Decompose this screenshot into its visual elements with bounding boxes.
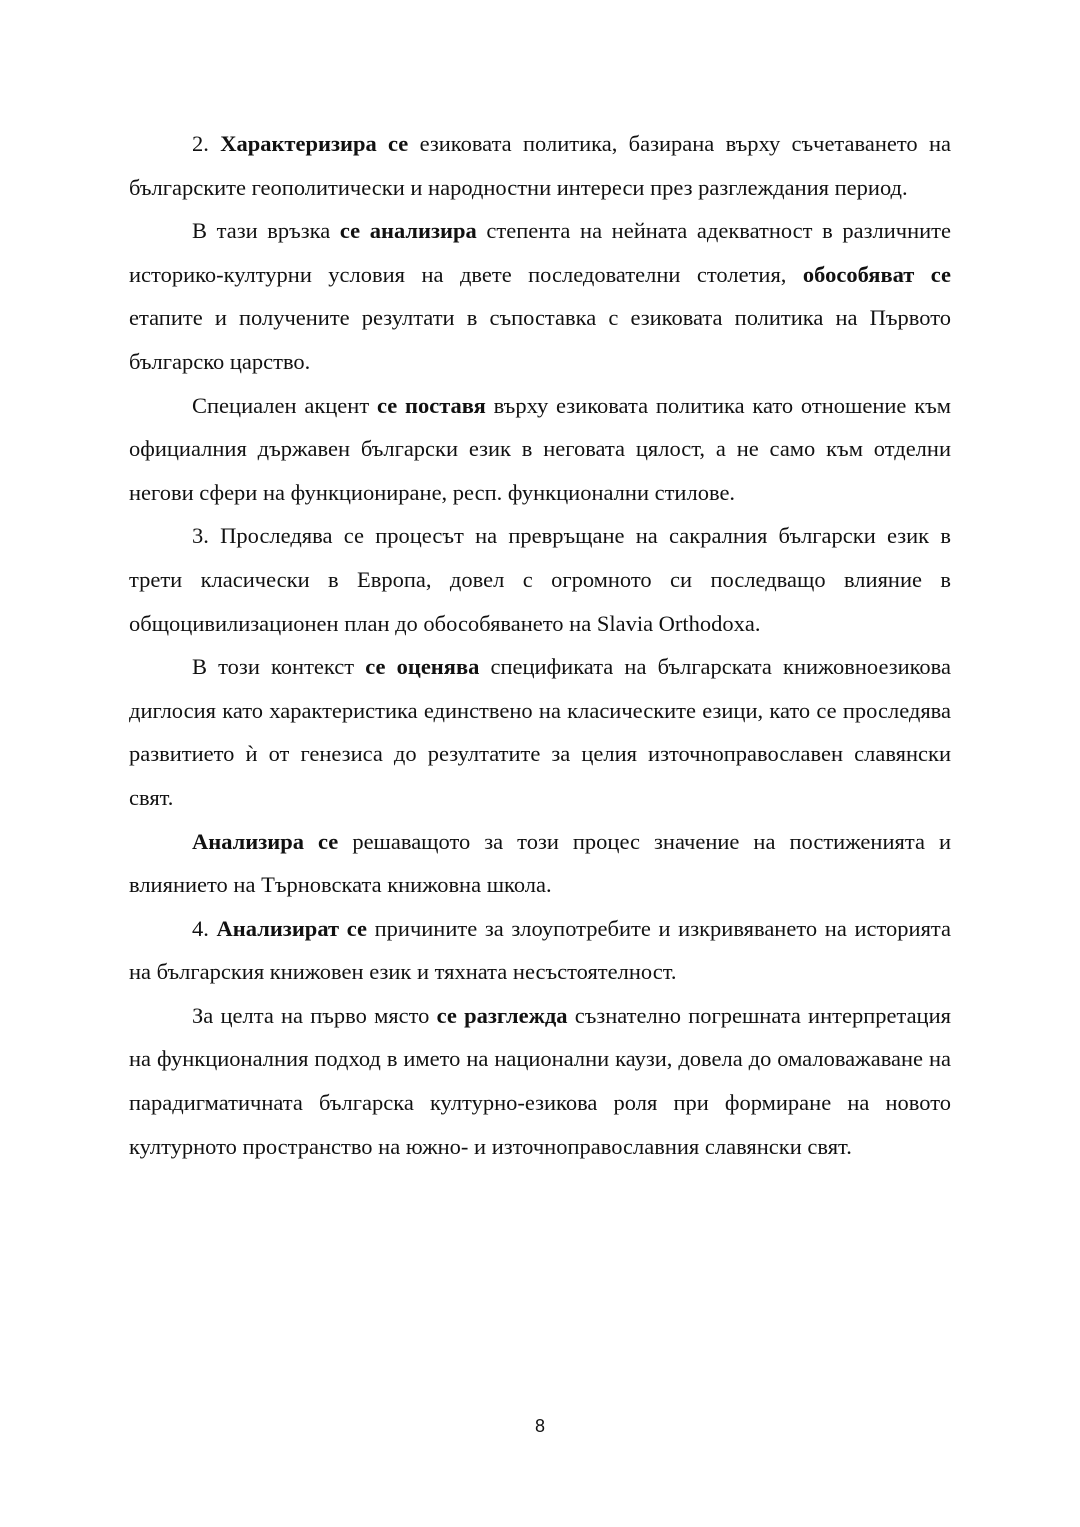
para-functional-approach bbox=[129, 994, 951, 1168]
bold-phrase: Анализират се bbox=[216, 915, 367, 941]
text-segment: В този контекст bbox=[192, 654, 366, 680]
bold-phrase: се разглежда bbox=[436, 1002, 568, 1028]
bold-phrase: Анализира се bbox=[192, 828, 339, 854]
text-segment: В тази връзка bbox=[192, 218, 340, 244]
page-number: 8 bbox=[534, 1416, 545, 1436]
text-segment: езиковата политика, базирана върху съчетаването на българските геополитически и народностни интереси през разглеждания период. bbox=[129, 131, 952, 200]
text-segment: 2. bbox=[192, 131, 221, 156]
text-segment: причините за злоупотребите и изкривяването на историята на българския книжовен език и тяхната несъстоятелност. bbox=[129, 915, 952, 985]
bold-phrase: се поставя bbox=[376, 392, 486, 418]
para-item-4 bbox=[129, 907, 951, 994]
para-tarnovo-school bbox=[129, 820, 951, 907]
text-segment: 3. Проследява се процесът на превръщане на сакралния български език в трети класически в Европа, довел с огромното си последващо влияние в общоцивилизационен план до обособяването на Slavia Orthodoxa. bbox=[129, 523, 951, 636]
text-segment: спецификата на българската книжовноезикова диглосия като характеристика единствено на класическите езици, като се проследява развитието ѝ от генезиса до резултатите за целия източноправославен славянски свят. bbox=[129, 654, 951, 810]
text-segment: За целта на първо място bbox=[192, 1002, 437, 1028]
bold-phrase: Характеризира се bbox=[220, 131, 409, 156]
para-item-3 bbox=[129, 514, 951, 645]
text-segment: решаващото за този процес значение на постиженията и влиянието на Търновската книжовна школа. bbox=[129, 828, 952, 898]
para-item-2 bbox=[129, 122, 951, 209]
text-segment: върху езиковата политика като отношение към официалния държавен български език в неговата цялост, а не само към отделни негови сфери на функциониране, респ. функционални стилове. bbox=[129, 392, 951, 505]
para-special-accent bbox=[129, 384, 951, 515]
text-segment: степента на нейната адекватност в различните историко-културни условия на двете последователни столетия, bbox=[129, 218, 951, 287]
text-segment: 4. bbox=[192, 915, 217, 941]
text-segment: етапите и получените резултати в съпоставка с езиковата политика на Първото българско царство. bbox=[129, 305, 951, 374]
bold-phrase: се оценява bbox=[365, 654, 480, 680]
text-segment: Специален акцент bbox=[192, 392, 377, 418]
para-diglossia bbox=[129, 645, 951, 819]
bold-phrase: обособяват се bbox=[802, 261, 952, 287]
bold-phrase: се анализира bbox=[339, 218, 477, 244]
para-adequacy bbox=[129, 209, 951, 383]
text-segment: съзнателно погрешната интерпретация на функционалния подход в името на национални каузи, довела до омаловажаване на парадигматичната българска културно-езикова роля при формиране на новото културното пространство на южно- и източноправославния славянски свят. bbox=[129, 1002, 951, 1159]
document-body bbox=[129, 122, 951, 1168]
